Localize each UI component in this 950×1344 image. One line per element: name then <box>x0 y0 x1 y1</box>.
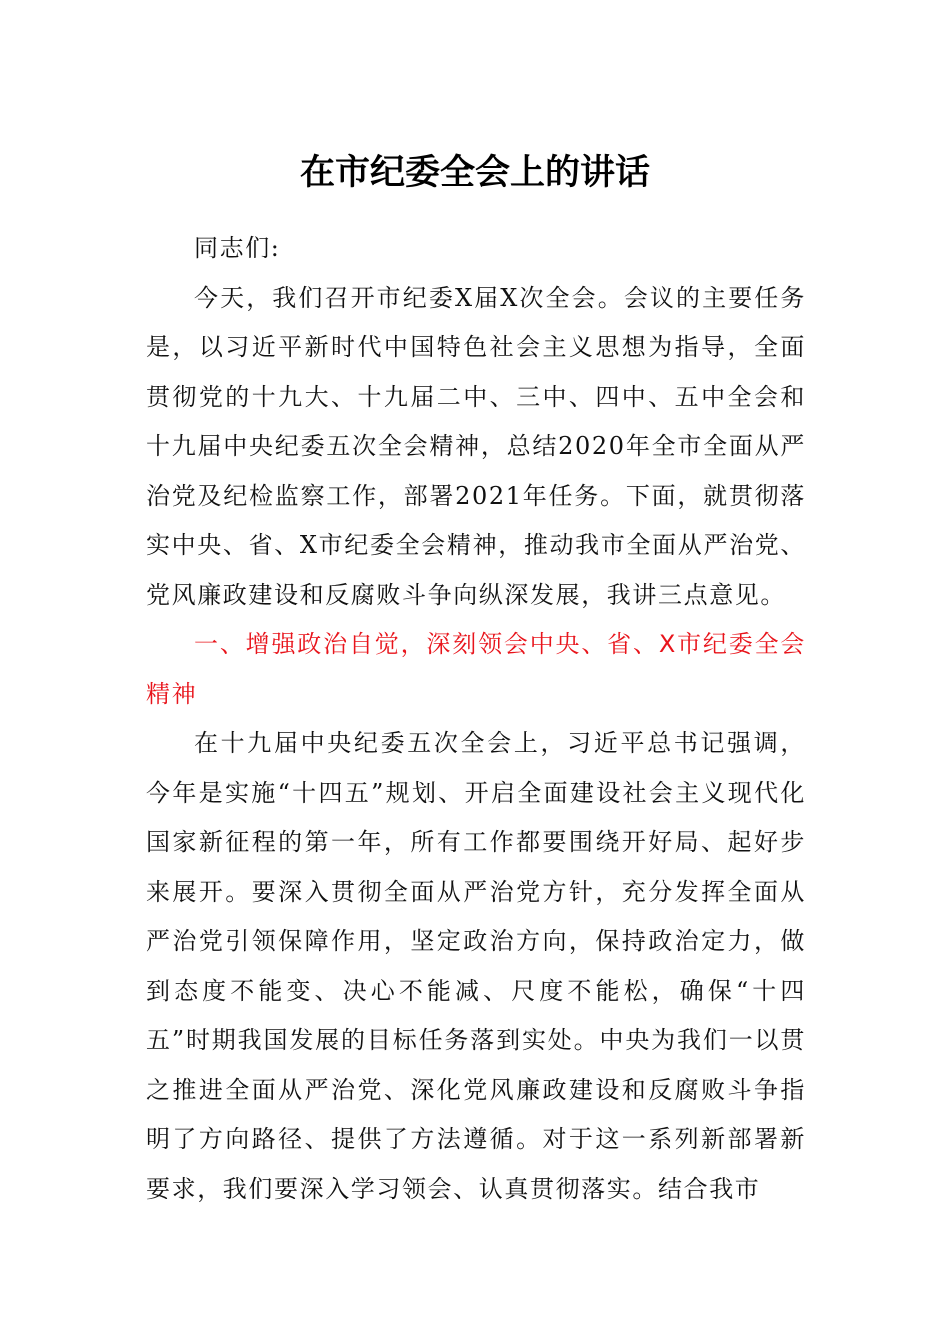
document-body <box>146 224 806 1214</box>
document-title: 在市纪委全会上的讲话 <box>299 152 650 193</box>
greeting-line: 同志们: <box>194 234 281 262</box>
section-paragraph: 在十九届中央纪委五次全会上，习近平总书记强调，今年是实施“十四五”规划、开启全面建设社会主义现代化国家新征程的第一年，所有工作都要围绕开好局、起好步来展开。要深入贯彻全面从严治党方针，充分发挥全面从严治党引领保障作用，坚定政治方向，保持政治定力，做到态度不能变、决心不能减、尺度不能松，确保“十四五”时期我国发展的目标任务落到实处。中央为我们一以贯之推进全面从严治党、深化党风廉政建设和反腐败斗争指明了方向路径、提供了方法遵循。对于这一系列新部署新要求，我们要深入学习领会、认真贯彻落实。结合我市 <box>146 729 806 1203</box>
section-heading: 一、增强政治自觉，深刻领会中央、省、X市纪委全会精神 <box>146 630 806 708</box>
intro-paragraph: 今天，我们召开市纪委X届X次全会。会议的主要任务是，以习近平新时代中国特色社会主义思想为指导，全面贯彻党的十九大、十九届二中、三中、四中、五中全会和十九届中央纪委五次全会精神，总结2020年全市全面从严治党及纪检监察工作，部署2021年任务。下面，就贯彻落实中央、省、X市纪委全会精神，推动我市全面从严治党、党风廉政建设和反腐败斗争向纵深发展，我讲三点意见。 <box>146 283 806 609</box>
